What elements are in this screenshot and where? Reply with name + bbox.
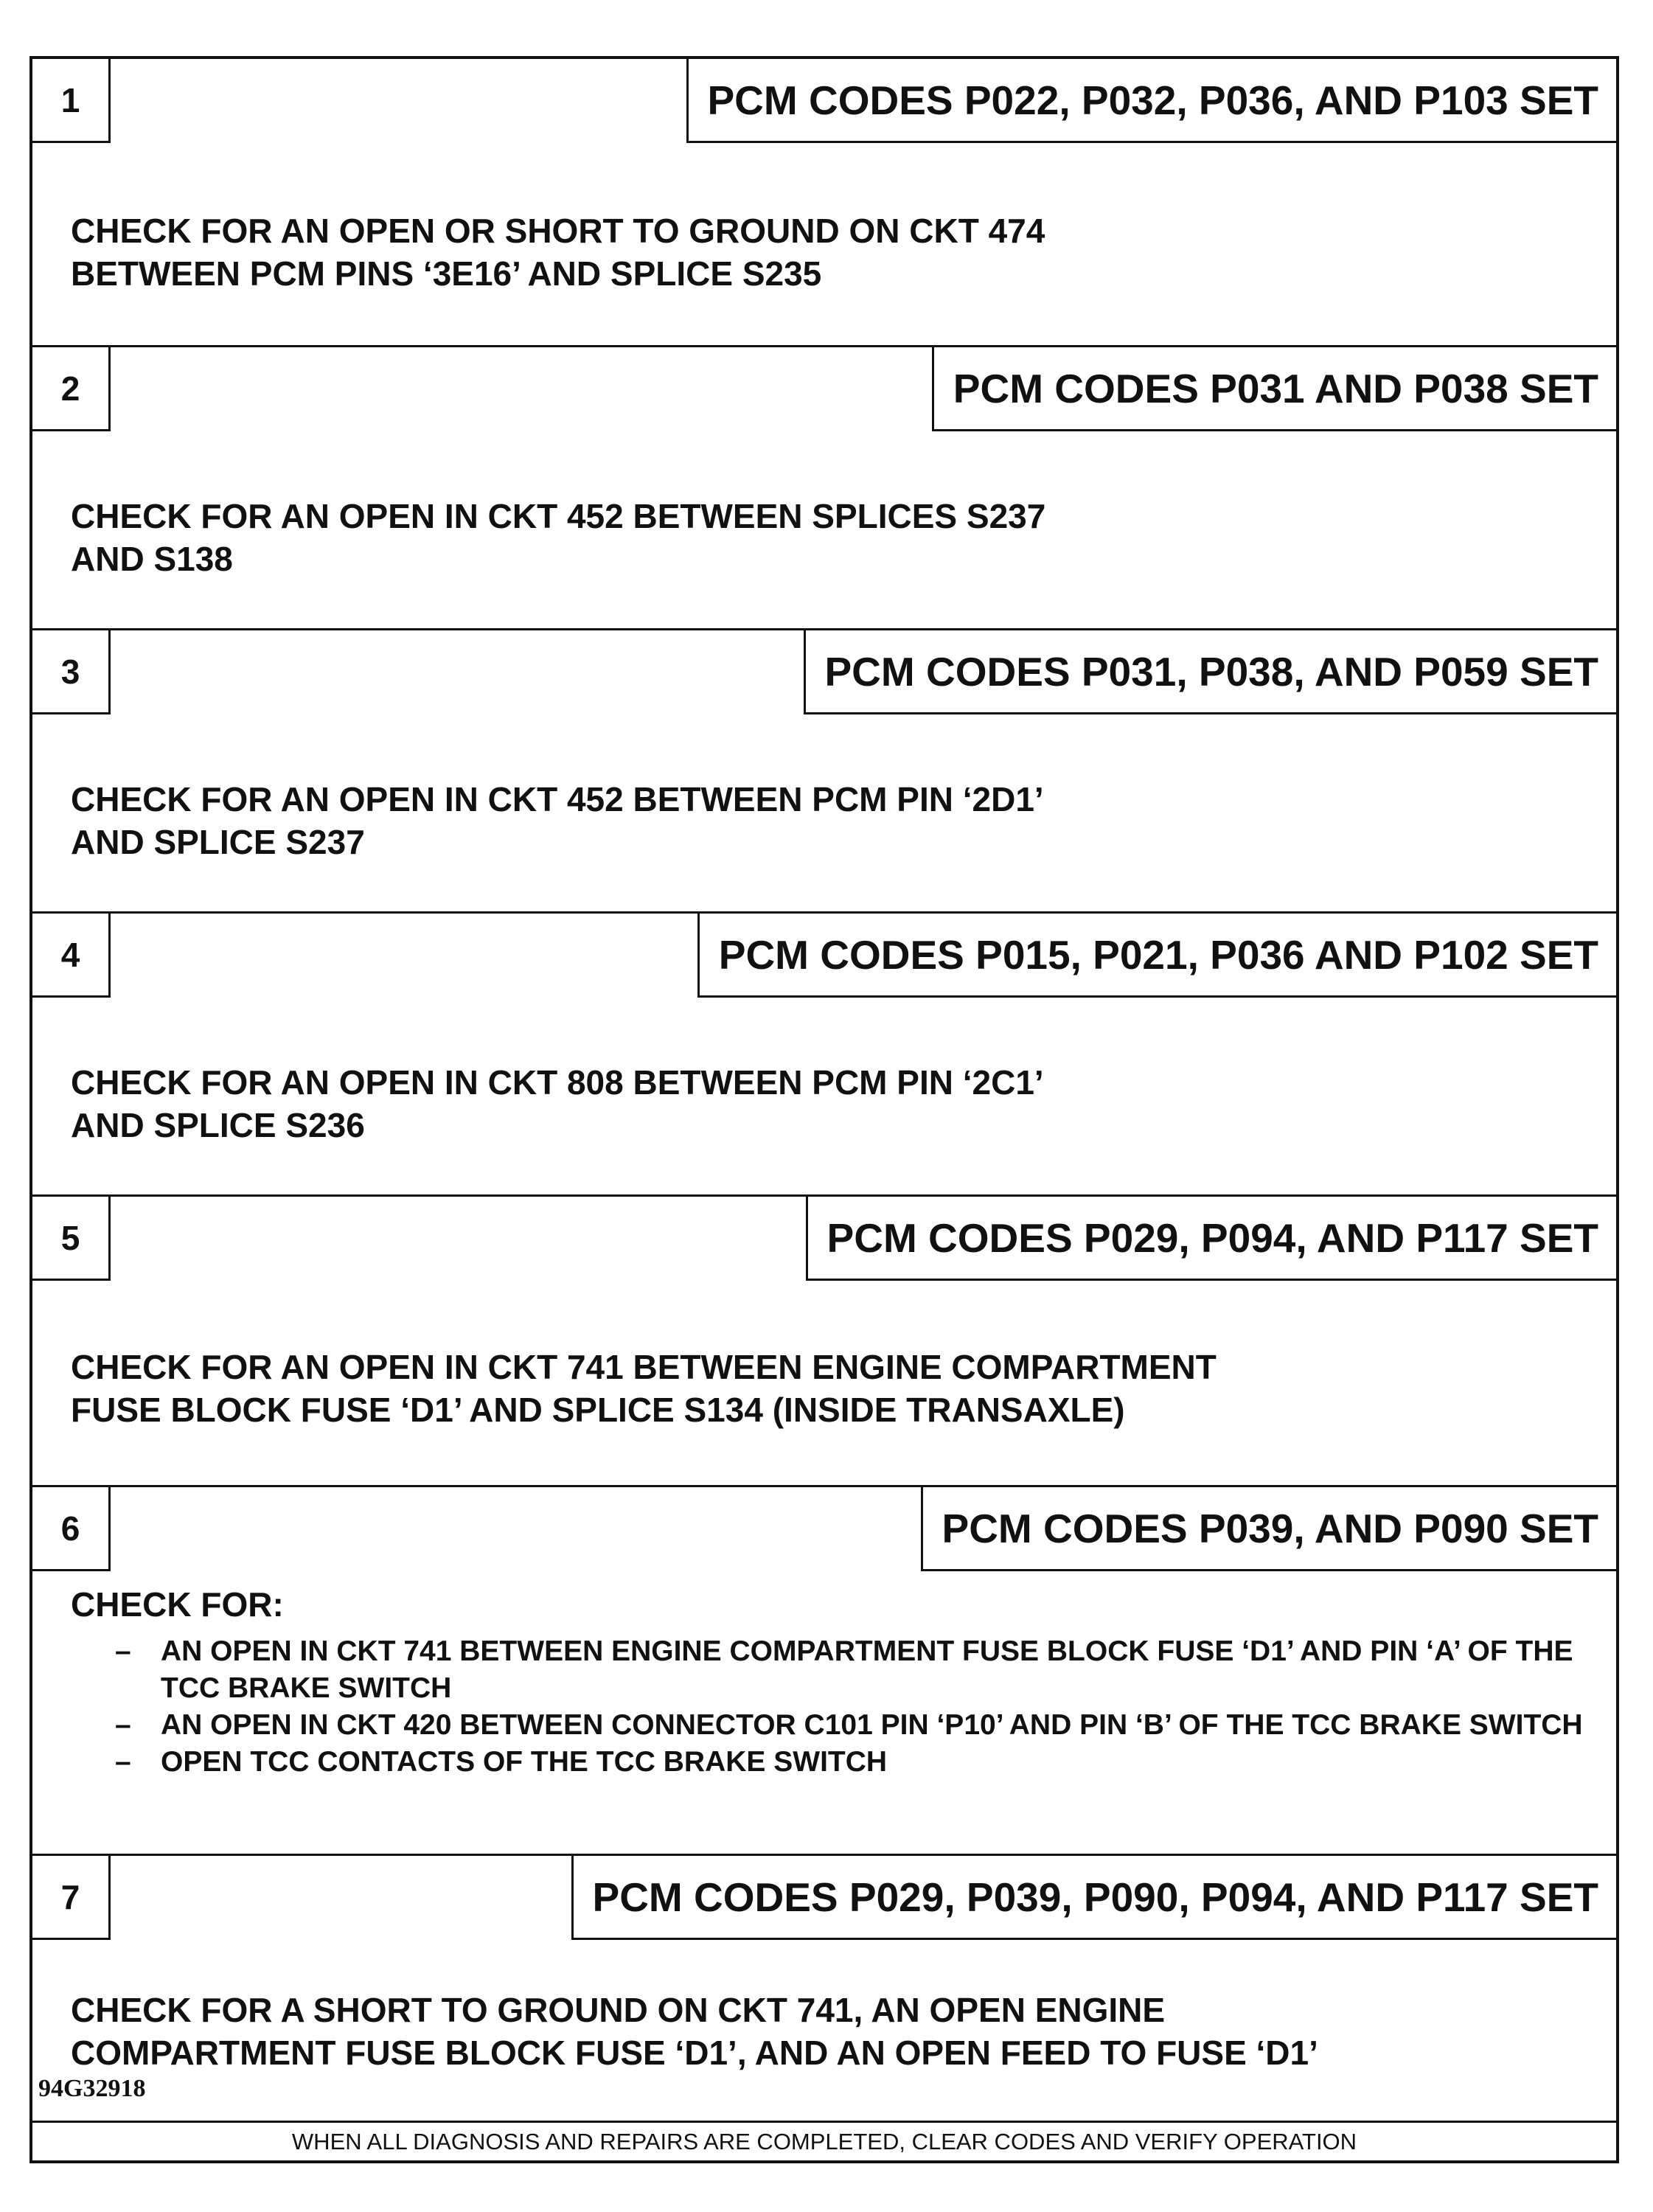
section-text — [71, 495, 1587, 580]
section-text — [71, 1583, 1587, 1781]
text-line: CHECK FOR AN OPEN IN CKT 808 BETWEEN PCM PIN ‘2C1’ — [71, 1063, 1044, 1102]
text-line: CHECK FOR A SHORT TO GROUND ON CKT 741, AN OPEN ENGINE — [71, 1991, 1166, 2029]
section-3 — [32, 628, 1616, 911]
section-title: PCM CODES P022, P032, P036, AND P103 SET — [686, 59, 1617, 143]
text-line: AND SPLICE S236 — [71, 1106, 365, 1144]
section-title: PCM CODES P029, P039, P090, P094, AND P117 SET — [571, 1856, 1616, 1940]
text-line: CHECK FOR AN OPEN OR SHORT TO GROUND ON CKT 474 — [71, 212, 1045, 250]
section-text — [71, 778, 1587, 863]
check-list — [115, 1633, 1587, 1781]
section-text — [71, 209, 1587, 295]
footer-note: WHEN ALL DIAGNOSIS AND REPAIRS ARE COMPLETED, CLEAR CODES AND VERIFY OPERATION — [32, 2121, 1616, 2160]
section-number: 4 — [32, 914, 111, 998]
text-line: AND SPLICE S237 — [71, 823, 365, 861]
list-item: – AN OPEN IN CKT 420 BETWEEN CONNECTOR C101 PIN ‘P10’ AND PIN ‘B’ OF THE TCC BRAKE SWITCH — [115, 1707, 1587, 1744]
section-number: 6 — [32, 1487, 111, 1571]
text-line: CHECK FOR AN OPEN IN CKT 741 BETWEEN ENGINE COMPARTMENT — [71, 1348, 1217, 1386]
text-line: FUSE BLOCK FUSE ‘D1’ AND SPLICE S134 (INSIDE TRANSAXLE) — [71, 1391, 1125, 1429]
list-item: – AN OPEN IN CKT 741 BETWEEN ENGINE COMPARTMENT FUSE BLOCK FUSE ‘D1’ AND PIN ‘A’ OF THE TCC BRAKE SWITCH — [115, 1633, 1587, 1707]
diagnostic-table — [29, 56, 1619, 2163]
text-line: AND S138 — [71, 540, 233, 578]
section-number: 3 — [32, 630, 111, 714]
section-2 — [32, 345, 1616, 628]
text-line: CHECK FOR: — [71, 1585, 284, 1624]
section-text — [71, 1061, 1587, 1147]
section-number: 1 — [32, 59, 111, 143]
figure-code: 94G32918 — [38, 2075, 146, 2102]
section-7 — [32, 1854, 1616, 2126]
section-number: 2 — [32, 347, 111, 431]
section-5 — [32, 1194, 1616, 1485]
section-title: PCM CODES P031 AND P038 SET — [932, 347, 1616, 431]
section-1 — [32, 59, 1616, 345]
section-title: PCM CODES P031, P038, AND P059 SET — [804, 630, 1617, 714]
section-title: PCM CODES P015, P021, P036 AND P102 SET — [697, 914, 1616, 998]
section-title: PCM CODES P039, AND P090 SET — [921, 1487, 1616, 1571]
section-title: PCM CODES P029, P094, AND P117 SET — [806, 1197, 1616, 1281]
section-text — [71, 1346, 1587, 1431]
text-line: BETWEEN PCM PINS ‘3E16’ AND SPLICE S235 — [71, 254, 822, 293]
section-6 — [32, 1485, 1616, 1854]
text-line: CHECK FOR AN OPEN IN CKT 452 BETWEEN SPLICES S237 — [71, 497, 1046, 535]
section-number: 5 — [32, 1197, 111, 1281]
text-line: COMPARTMENT FUSE BLOCK FUSE ‘D1’, AND AN OPEN FEED TO FUSE ‘D1’ — [71, 2034, 1318, 2072]
section-number: 7 — [32, 1856, 111, 1940]
list-item: – OPEN TCC CONTACTS OF THE TCC BRAKE SWITCH — [115, 1744, 1587, 1781]
section-4 — [32, 911, 1616, 1194]
text-line: CHECK FOR AN OPEN IN CKT 452 BETWEEN PCM PIN ‘2D1’ — [71, 780, 1044, 818]
section-text — [71, 1989, 1587, 2074]
